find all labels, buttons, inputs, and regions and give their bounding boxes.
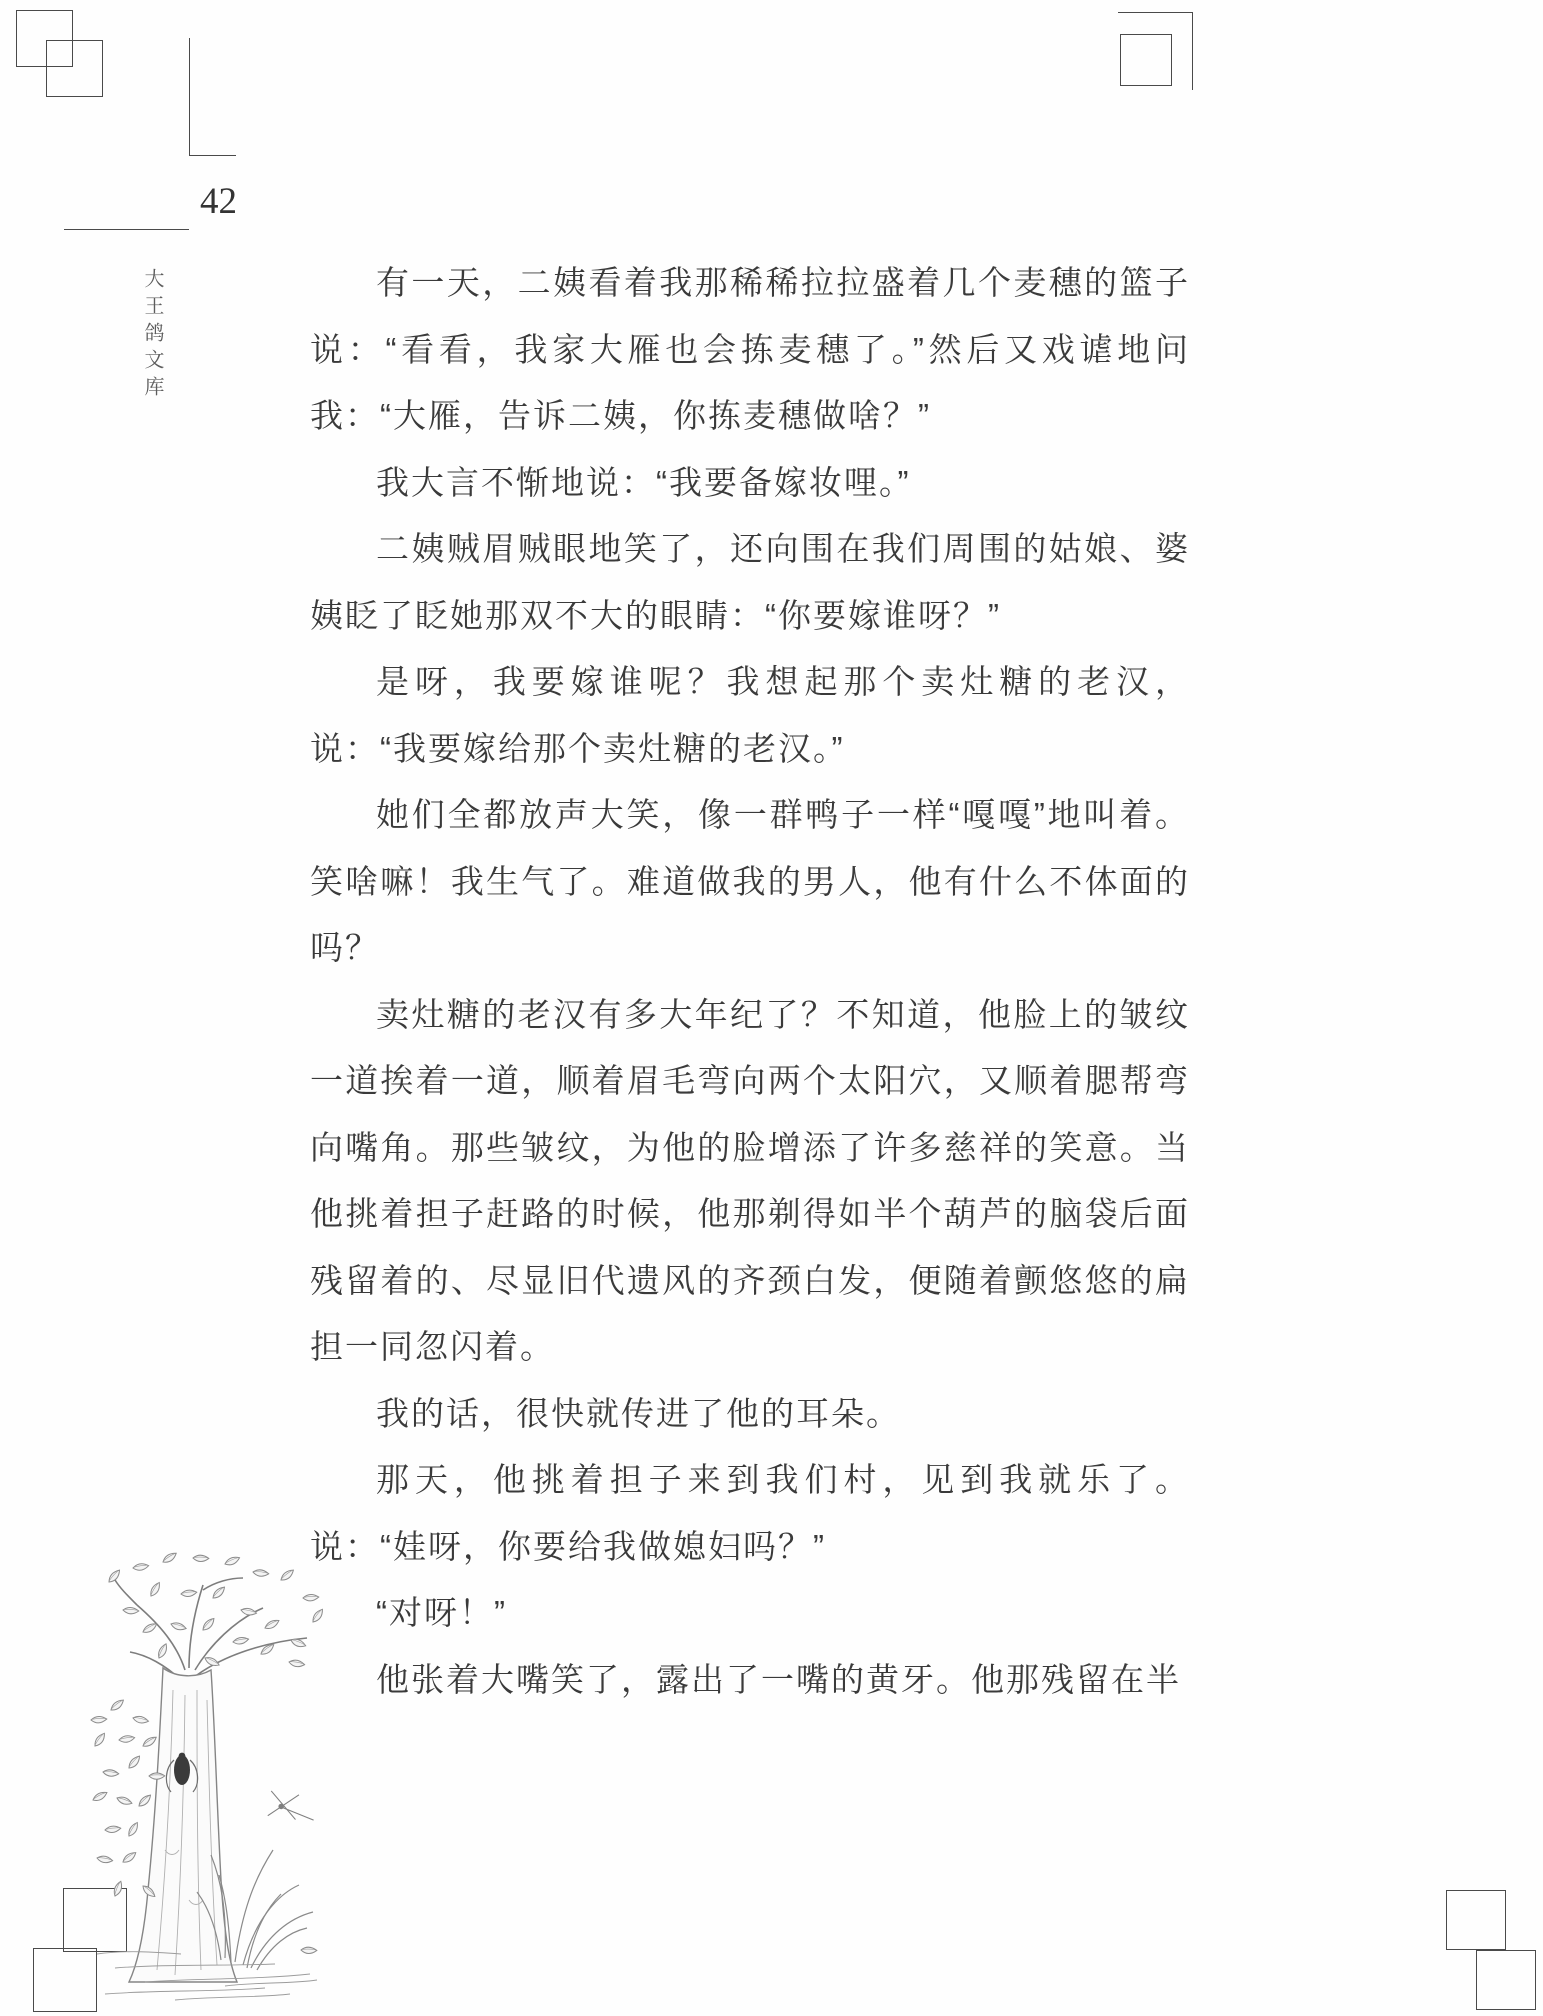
paragraph: 那天，他挑着担子来到我们村，见到我就乐了。说：“娃呀，你要给我做媳妇吗？”: [310, 1461, 1190, 1565]
paragraph: 我大言不惭地说：“我要备嫁妆哩。”: [376, 463, 911, 501]
paragraph: 二姨贼眉贼眼地笑了，还向围在我们周围的姑娘、婆姨眨了眨她那双不大的眼睛：“你要嫁谁呀？”: [310, 530, 1190, 634]
corner-mark-bottom-right-outer: [1446, 1890, 1506, 1950]
corner-mark-top-left-hline2: [64, 229, 189, 230]
paragraph: 是呀，我要嫁谁呢？我想起那个卖灶糖的老汉，说：“我要嫁给那个卖灶糖的老汉。”: [310, 663, 1190, 767]
paragraph: 卖灶糖的老汉有多大年纪了？不知道，他脸上的皱纹一道挨着一道，顺着眉毛弯向两个太阳穴，又顺着腮帮弯向嘴角。那些皱纹，为他的脸增添了许多慈祥的笑意。当他挑着担子赶路的时候，他那剃得如半个葫芦的脑袋后面残留着的、尽显旧代遗风的齐颈白发，便随着颤悠悠的扁担一同忽闪着。: [310, 995, 1190, 1365]
tree-illustration: [85, 1550, 325, 2005]
series-label: 大王鸽文库: [141, 268, 163, 403]
paragraph: 他张着大嘴笑了，露出了一嘴的黄牙。他那残留在半: [376, 1660, 1181, 1698]
corner-mark-bottom-right-inner: [1476, 1950, 1536, 2010]
dragonfly-icon: [268, 1791, 317, 1822]
paragraph: 有一天，二姨看着我那稀稀拉拉盛着几个麦穗的篮子说：“看看，我家大雁也会拣麦穗了。”然后又戏谑地问我：“大雁，告诉二姨，你拣麦穗做啥？”: [310, 264, 1190, 434]
paragraph: 她们全都放声大笑，像一群鸭子一样“嘎嘎”地叫着。笑啥嘛！我生气了。难道做我的男人，他有什么不体面的吗？: [310, 796, 1190, 966]
corner-mark-top-left-hline1: [189, 155, 236, 156]
corner-mark-top-left-vline: [189, 38, 190, 156]
corner-mark-top-left-inner: [46, 40, 103, 97]
paragraph: 我的话，很快就传进了他的耳朵。: [376, 1394, 901, 1432]
corner-mark-top-right-hline: [1118, 12, 1193, 13]
corner-mark-top-right-vline: [1192, 12, 1193, 90]
corner-mark-top-right-square: [1120, 34, 1172, 86]
paragraph: “对呀！”: [376, 1594, 507, 1631]
page-number: 42: [200, 181, 237, 222]
body-text: [310, 250, 1190, 1713]
